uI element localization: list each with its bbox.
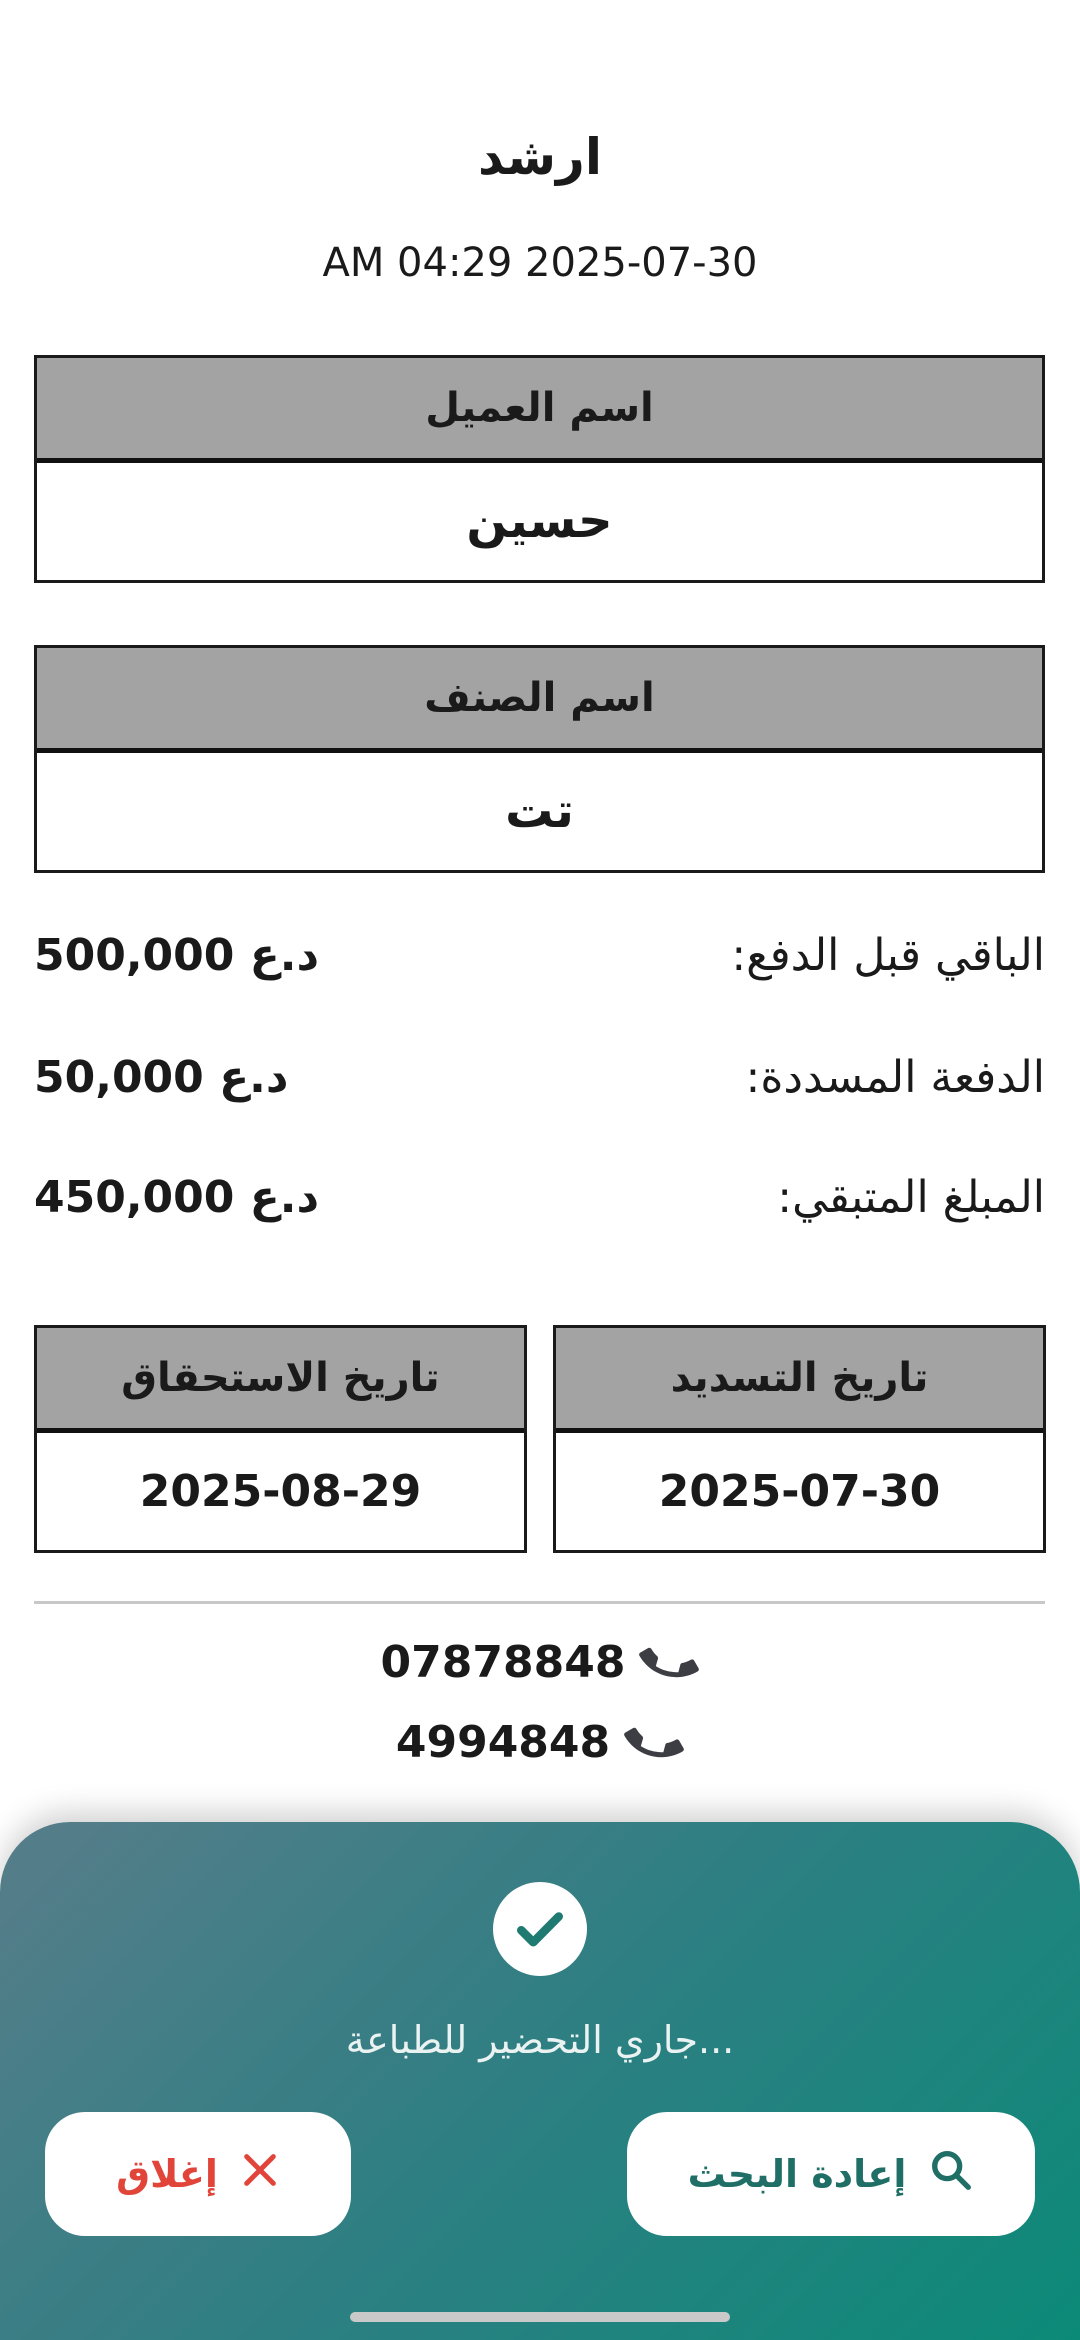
phone-line-2 (0, 1712, 1080, 1772)
paid-label: الدفعة المسددة: (745, 1051, 1045, 1103)
divider (34, 1601, 1045, 1604)
phone-line-1 (0, 1632, 1080, 1692)
item-name-header: اسم الصنف (37, 648, 1042, 753)
search-again-button[interactable] (627, 2112, 1035, 2236)
remaining-before-row (34, 920, 1045, 990)
paid-row (34, 1042, 1045, 1112)
customer-name-header: اسم العميل (37, 358, 1042, 463)
remaining-before-label: الباقي قبل الدفع: (731, 929, 1045, 981)
close-label: إغلاق (116, 2152, 218, 2196)
remaining-value: 450,000 د.ع (34, 1171, 320, 1223)
customer-name-table (34, 355, 1045, 583)
close-icon (240, 2150, 280, 2199)
item-name-value: تت (505, 783, 574, 839)
due-date-value: 2025-08-29 (139, 1465, 422, 1517)
remaining-row (34, 1162, 1045, 1232)
payment-date-value: 2025-07-30 (658, 1465, 941, 1517)
printing-status-message: جاري التحضير للطباعة... (345, 2018, 735, 2062)
check-icon (493, 1882, 587, 1976)
home-indicator[interactable] (350, 2312, 730, 2322)
close-button[interactable] (45, 2112, 351, 2236)
remaining-label: المبلغ المتبقي: (777, 1171, 1045, 1223)
phone-icon (624, 1712, 684, 1772)
search-again-label: إعادة البحث (687, 2152, 907, 2196)
item-name-table (34, 645, 1045, 873)
phone-icon (639, 1632, 699, 1692)
due-date-table (34, 1325, 527, 1553)
customer-name-value: حسين (466, 493, 613, 549)
receipt-datetime: AM 04:29 2025-07-30 (322, 240, 758, 286)
remaining-before-value: 500,000 د.ع (34, 929, 320, 981)
payment-date-header: تاريخ التسديد (556, 1328, 1043, 1433)
paid-value: 50,000 د.ع (34, 1051, 289, 1103)
phone-number-1: 07878848 (380, 1636, 626, 1688)
due-date-header: تاريخ الاستحقاق (37, 1328, 524, 1433)
payment-date-table (553, 1325, 1046, 1553)
search-icon (928, 2147, 974, 2202)
shop-name: ارشد (478, 128, 602, 186)
phone-number-2: 4994848 (395, 1716, 611, 1768)
print-status-sheet (0, 1822, 1080, 2340)
